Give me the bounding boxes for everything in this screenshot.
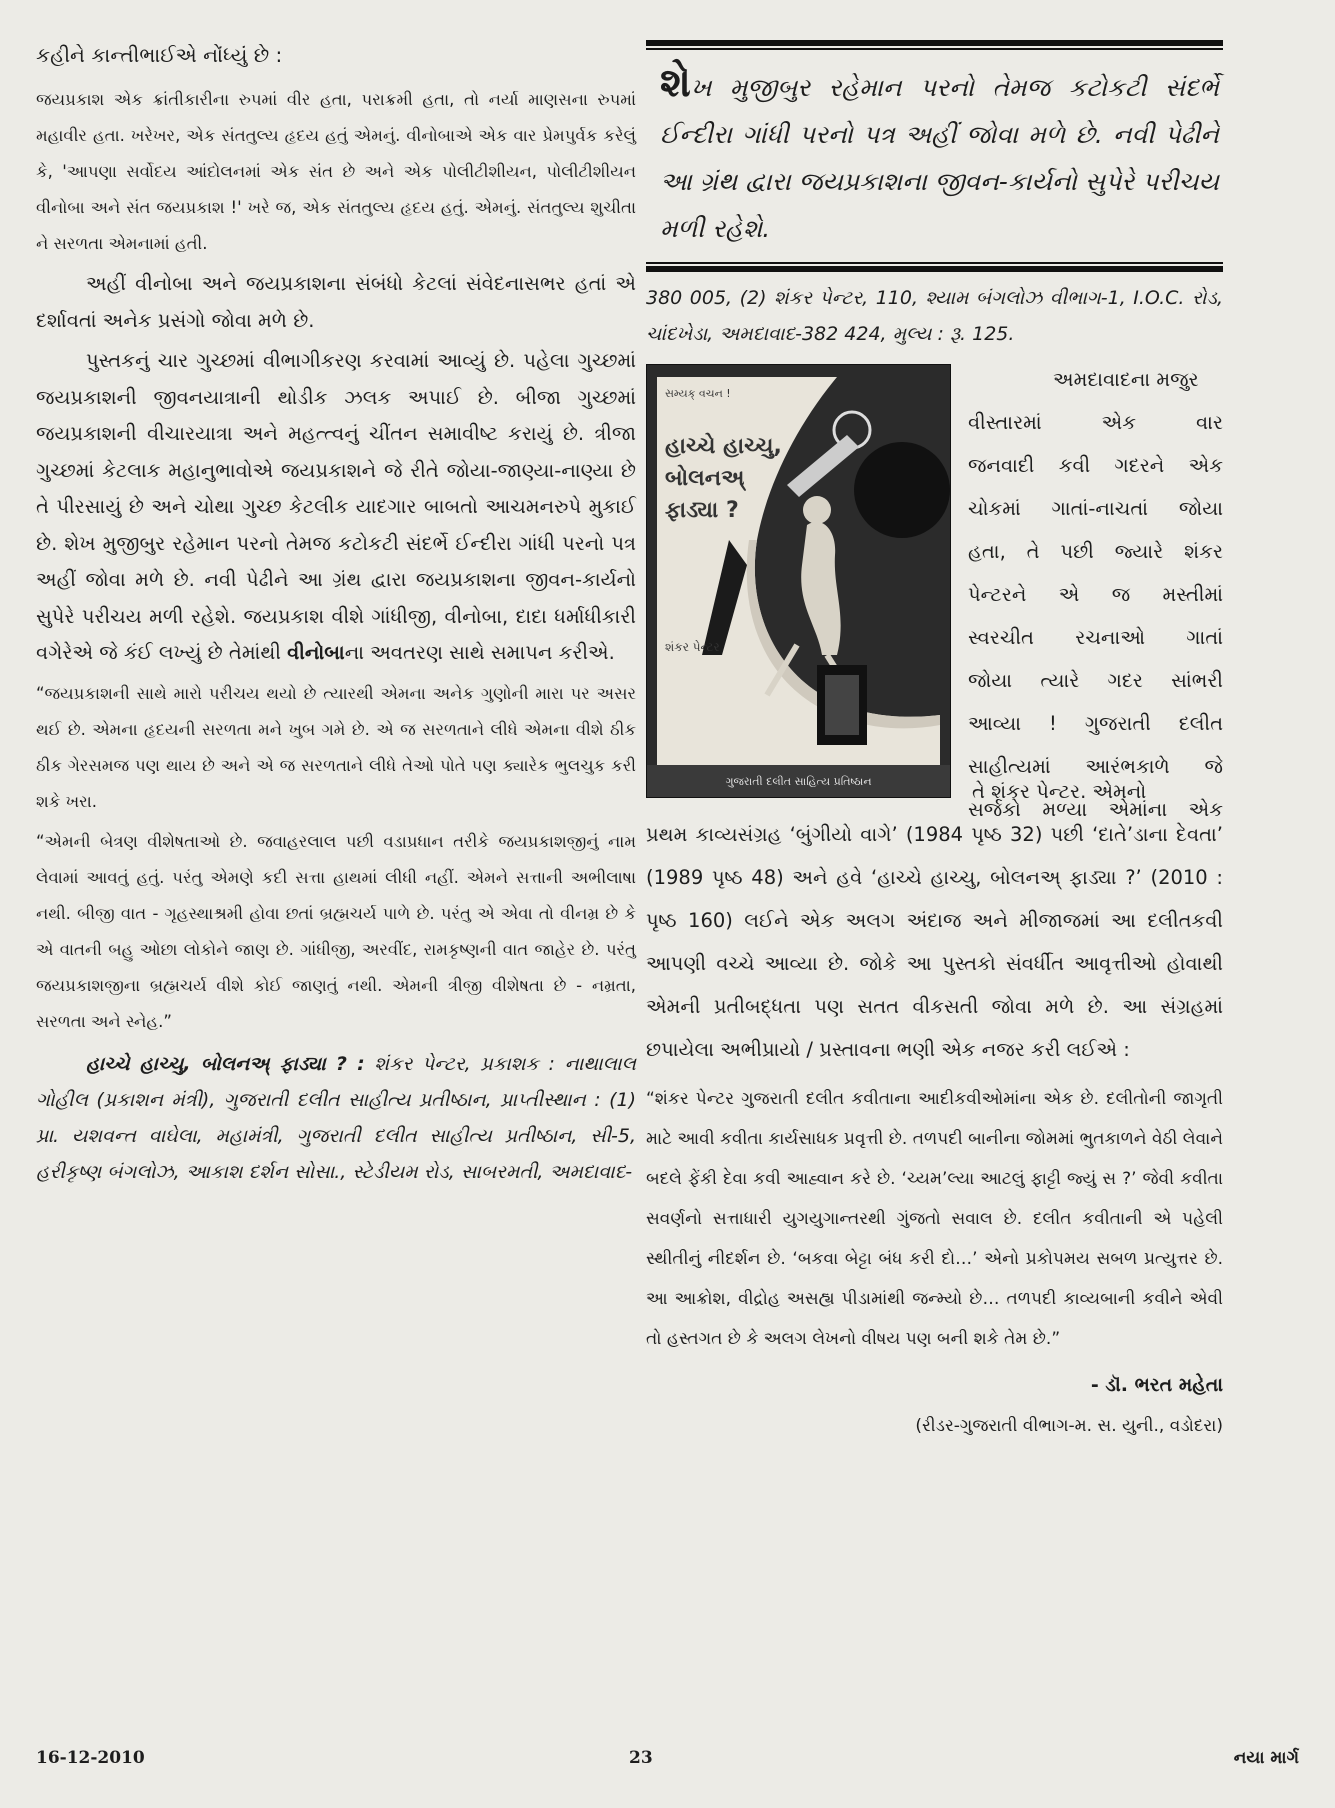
wrap-line-5: હતા, તે પછી જ્યારે શંકર bbox=[968, 540, 1223, 563]
book-cover-illustration bbox=[647, 365, 950, 797]
bold-name: વીનોબા bbox=[287, 641, 345, 664]
left-column bbox=[36, 40, 636, 1190]
book-publisher: ગુજરાતી દલીત સાહિત્ય પ્રતિષ્ઠાન bbox=[725, 775, 872, 788]
book-title-line2: બોલનઅ્ bbox=[665, 466, 745, 491]
wrapped-text bbox=[968, 358, 1223, 831]
pullquote bbox=[646, 50, 1223, 262]
pullquote-text: ખ મુજીબુર રહેમાન પરનો તેમજ કટોકટી સંદર્ભે ઈન્દીરા ગાંધી પરનો પત્ર અહીં જોવા મળે છે. નવી પેઢીને આ ગ્રંથ દ્વારા જયપ્રકાશના જીવન-કાર્યનો સુપેરે પરીચય મળી રહેશે. bbox=[660, 73, 1219, 243]
issue-date: 16-12-2010 bbox=[36, 1748, 145, 1768]
wrap-line-12: તે શંકર પેન્ટર. એમનો bbox=[972, 780, 1147, 803]
kantibhai-quote: જયપ્રકાશ એક ક્રાંતીકારીના રુપમાં વીર હતા, પરાક્રમી હતા, તો નર્યા માણસના રુપમાં મહાવીર હતા. ખરેખર, એક સંતતુલ્ય હૃદય હતું એમનું. વીનોબાએ એક વાર પ્રેમપુર્વક કરેલું કે, 'આપણા સર્વોદય આંદોલનમાં એક સંત છે અને એક પોલીટીશીયન, પોલીટીશીયન વીનોબા અને સંત જયપ્રકાશ !' ખરે જ, એક સંતતુલ્ય હૃદય હતું. એમનું. સંતતુલ્ય શુચીતા ને સરળતા એમનામાં હતી. bbox=[36, 90, 636, 253]
book-top-text: સમ્યક્ વચન ! bbox=[665, 387, 731, 400]
wrap-line-1: અમદાવાદના મજુર bbox=[1053, 368, 1199, 391]
wrap-line-9: આવ્યા ! ગુજરાતી દલીત bbox=[968, 712, 1223, 735]
wrap-line-6: પેન્ટરને એ જ મસ્તીમાં bbox=[968, 583, 1223, 606]
book-title-line3: ફાડ્યા ? bbox=[665, 498, 739, 523]
book-title-line1: હાચ્ચે હાચ્ચુ, bbox=[665, 434, 782, 459]
book-author: શંકર પેન્ટર bbox=[665, 640, 720, 654]
book-bibliography bbox=[36, 1046, 636, 1190]
paragraph-book-structure bbox=[36, 343, 636, 672]
paragraph-text: પુસ્તકનું ચાર ગુચ્છમાં વીભાગીકરણ કરવામાં આવ્યું છે. પહેલા ગુચ્છમાં જયપ્રકાશની જીવનયાત્રાની થોડીક ઝલક અપાઈ છે. બીજા ગુચ્છમાં જયપ્રકાશની વીચારયાત્રા અને મહત્ત્વનું ચીંતન સમાવીષ્ટ કરાયું છે. ત્રીજા ગુચ્છમાં કેટલાક મહાનુભાવોએ જયપ્રકાશને જે રીતે જોયા-જાણ્યા-નાણ્યા છે તે પીરસાયું છે અને ચોથા ગુચ્છ કેટલીક યાદગાર બાબતો આચમનરુપે મુકાઈ છે. શેખ મુજીબુર રહેમાન પરનો તેમજ કટોકટી સંદર્ભે ઈન્દીરા ગાંધી પરનો પત્ર અહીં જોવા મળે છે. નવી પેઢીને આ ગ્રંથ દ્વારા જયપ્રકાશના જીવન-કાર્યનો સુપેરે પરીચય મળી રહેશે. જયપ્રકાશ વીશે ગાંધીજી, વીનોબા, દાદા ધર્માધીકારી વગેરેએ જે કંઈ લખ્યું છે તેમાંથી bbox=[36, 349, 636, 664]
wrap-line-3: જનવાદી કવી ગદરને એક bbox=[968, 454, 1223, 477]
vinoba-quote-1: “જયપ્રકાશની સાથે મારો પરીચય થયો છે ત્યારથી એમના અનેક ગુણોની મારા પર અસર થઈ છે. એમના હૃદયની સરળતા મને ખુબ ગમે છે. એ જ સરળતાને લીધે એમના વીશે ઠીક ઠીક ગેરસમજ પણ થાય છે અને એ જ સરળતાને લીધે તેઓ પોતે પણ ક્યારેક ભુલચુક કરી શકે ખરા. bbox=[36, 683, 636, 811]
wrap-line-2: વીસ્તારમાં એક વાર bbox=[968, 411, 1223, 434]
book-cover-image bbox=[646, 364, 951, 798]
author-signature: - ડૉ. ભરત મહેતા bbox=[1090, 1374, 1223, 1396]
pullquote-top-rule bbox=[646, 40, 1223, 50]
book-title-bold: હાચ્ચે હાચ્ચુ, બોલનઅ્ ફાડ્યા ? : bbox=[86, 1052, 365, 1075]
intro-line: કહીને કાન્તીભાઈએ નોંધ્યું છે : bbox=[36, 43, 283, 67]
wrap-line-11: સર્જકો મળ્યા એમાંના એક bbox=[968, 798, 1223, 821]
bibliography-text: શંકર પેન્ટર, પ્રકાશક : નાથાલાલ ગોહીલ (પ્રકાશન મંત્રી), ગુજરાતી દલીત સાહીત્ય પ્રતીષ્ઠાન, પ્રાપ્તીસ્થાન : (1) પ્રા. યશવન્ત વાઘેલા, મહામંત્રી, ગુજરાતી દલીત સાહીત્ય પ્રતીષ્ઠાન, સી-5, હરીકૃષ્ણ બંગલોઝ, આકાશ દર્શન સોસા., સ્ટેડીયમ રોડ, સાબરમતી, અમદાવાદ- bbox=[36, 1052, 636, 1183]
wrap-line-7: સ્વરચીત રચનાઓ ગાતાં bbox=[968, 626, 1223, 649]
paragraph-poet-collections: પ્રથમ કાવ્યસંગ્રહ ‘બુંગીયો વાગે’ (1984 પૃષ્ઠ 32) પછી ‘દાતે’ડાના દેવતા’ (1989 પૃષ્ઠ 48) અને હવે ‘હાચ્ચે હાચ્ચુ, બોલનઅ્ ફાડ્યા ?’ (2010 : પૃષ્ઠ 160) લઈને એક અલગ અંદાજ અને મીજાજમાં આ દલીતકવી આપણી વચ્ચે આવ્યા છે. જોકે આ પુસ્તકો સંવર્ધીત આવૃત્તીઓ હોવાથી એમની પ્રતીબદ્ધતા પણ સતત વીકસતી જોવા મળે છે. આ સંગ્રહમાં છપાયેલા અભીપ્રાયો / પ્રસ્તાવના ભણી એક નજર કરી લઈએ : bbox=[646, 823, 1223, 1061]
wrap-line-8: જોયા ત્યારે ગદર સાંભરી bbox=[968, 669, 1223, 692]
wrap-line-4: ચોકમાં ગાતાં-નાચતાં જોયા bbox=[968, 497, 1223, 520]
pullquote-dropcap: શે bbox=[660, 60, 691, 106]
paragraph-relations: અહીં વીનોબા અને જયપ્રકાશના સંબંધો કેટલાં સંવેદનાસભર હતાં એ દર્શાવતાં અનેક પ્રસંગો જોવા મળે છે. bbox=[36, 272, 636, 332]
paragraph-text-end: ના અવતરણ સાથે સમાપન કરીએ. bbox=[344, 641, 615, 664]
book-title bbox=[665, 431, 782, 527]
preface-quote: “શંકર પેન્ટર ગુજરાતી દલીત કવીતાના આદીકવીઓમાંના એક છે. દલીતોની જાગૃતી માટે આવી કવીતા કાર્યસાધક પ્રવૃત્તી છે. તળપદી બાનીના જોમમાં ભુતકાળને વેઠી લેવાને બદલે ફેંકી દેવા કવી આહ્વાન કરે છે. ‘ચ્યમ’લ્યા આટલું ફાટ્ટી જ્યું સ ?’ જેવી કવીતા સવર્ણનો સત્તાધારી યુગયુગાન્તરથી ગુંજતો સવાલ છે. દલીત કવીતાની એ પહેલી સ્થીતીનું નીદર્શન છે. ‘બકવા બેટ્ટા બંધ કરી દો…’ એનો પ્રકોપમય સબળ પ્રત્યુત્તર છે. આ આક્રોશ, વીદ્રોહ અસહ્ય પીડામાંથી જન્મ્યો છે… તળપદી કાવ્યબાની કવીને એવી તો હસ્તગત છે કે અલગ લેખનો વીષય પણ બની શકે તેમ છે.” bbox=[646, 1089, 1223, 1349]
author-affiliation: (રીડર-ગુજરાતી વીભાગ-મ. સ. યુની., વડોદરા) bbox=[915, 1416, 1223, 1436]
pullquote-bottom-rule bbox=[646, 262, 1223, 272]
page-number: 23 bbox=[629, 1748, 653, 1768]
address-continued: 380 005, (2) શંકર પેન્ટર, 110, શ્યામ બંગલોઝ વીભાગ-1, I.O.C. રોડ, ચાંદખેડા, અમદાવાદ-382 424, મુલ્ય : રૂ. 125. bbox=[646, 287, 1223, 345]
book-and-text-block bbox=[646, 358, 1223, 821]
vinoba-quote-2: “એમની બેત્રણ વીશેષતાઓ છે. જવાહરલાલ પછી વડાપ્રધાન તરીકે જયપ્રકાશજીનું નામ લેવામાં આવતું હતું. પરંતુ એમણે કદી સત્તા હાથમાં લીધી નહીં. એમને સત્તાની અભીલાષા નથી. બીજી વાત - ગૃહસ્થાશ્રમી હોવા છતાં બ્રહ્મચર્ય પાળે છે. પરંતુ એ એવા તો વીનમ્ર છે કે એ વાતની બહુ ઓછા લોકોને જાણ છે. ગાંધીજી, અરવીંદ, રામકૃષ્ણની વાત જાહેર છે. પરંતુ જયપ્રકાશજીના બ્રહ્મચર્ય વીશે કોઈ જાણતું નથી. એમની ત્રીજી વીશેષતા છે - નમ્રતા, સરળતા અને સ્નેહ.” bbox=[36, 831, 636, 1031]
magazine-name: નયા માર્ગ bbox=[1233, 1748, 1299, 1768]
right-column bbox=[646, 40, 1223, 1441]
page-footer bbox=[36, 1748, 1299, 1778]
wrap-line-10: સાહીત્યમાં આરંભકાળે જે bbox=[968, 755, 1223, 778]
